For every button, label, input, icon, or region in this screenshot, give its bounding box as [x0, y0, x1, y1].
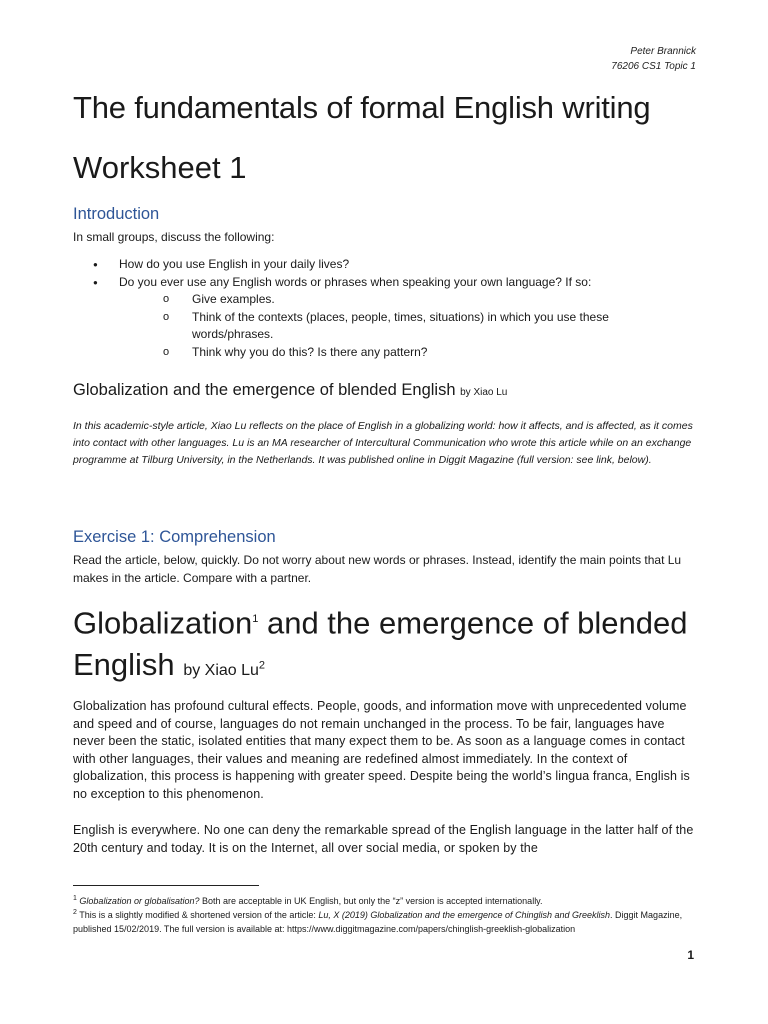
article-intro-byline: by Xiao Lu: [460, 387, 508, 398]
discussion-list: [73, 256, 693, 361]
sub-list: [119, 291, 693, 361]
introduction-heading: Introduction: [73, 205, 160, 223]
introduction-lead: In small groups, discuss the following:: [73, 230, 275, 244]
page-header: [611, 44, 696, 74]
document-subtitle: Worksheet 1: [73, 150, 247, 185]
footnote-ref-1: 1: [252, 613, 259, 625]
article-paragraph: Globalization has profound cultural effects. People, goods, and information move with unprecedented volume and speed and of course, languages do not remain unchanged in the process. To be fair, languages have never been the static, isolated entities that many expect them to be. As soon as a language comes in contact with other languages, their values and meaning are redefined almost immediately. In the context of globalization, this process is happening with greater speed. Despite being the world’s lingua franca, English is no exception to this phenomenon.: [73, 699, 690, 801]
footnote-2: $^2$ This is a slightly modified & shortened version of the article: Lu, X (2019) Globalization and the emergence of Chinglish and Greeklish. Diggit Magazine, published 15/02/2019. The full version is available at: https://www.diggitmagazine.com/papers/chinglish-greeklish-globalization: [73, 909, 683, 934]
article-summary: In this academic-style article, Xiao Lu reflects on the place of English in a globalizing world: how it affects, and is affected, as it comes into contact with other languages. Lu is an MA researcher of Intercultural Communication who wrote this article while on an exchange programme at Tilburg University, in the Netherlands. It was published online in Diggit Magazine (full version: see link, below).: [73, 420, 693, 466]
article-title: Globalization$^1$ and the emergence of blended English by Xiao Lu$^2$: [73, 605, 688, 683]
list-item: ● Do you ever use any English words or phrases when speaking your own language? If so: o Give examples. o Think of the contexts (places, people, times, situations) in which you use these words/phrases. o Think why you do this? Is there any pattern?: [73, 274, 693, 362]
document-title: The fundamentals of formal English writing: [73, 90, 651, 125]
header-course: 76206 CS1 Topic 1: [611, 61, 696, 72]
article-intro-heading: Globalization and the emergence of blended English by Xiao Lu: [73, 381, 508, 399]
header-author: Peter Brannick: [630, 46, 696, 57]
article-byline: by Xiao Lu$^2$: [183, 660, 266, 680]
sub-list-item: o Give examples.: [143, 291, 693, 309]
article-paragraph: English is everywhere. No one can deny the remarkable spread of the English language in the latter half of the 20th century and today. It is on the Internet, all over social media, or spoken by the: [73, 823, 694, 855]
sub-list-item: o Think of the contexts (places, people, times, situations) in which you use these words/phrases.: [143, 309, 693, 344]
list-item: ● How do you use English in your daily lives?: [73, 256, 693, 274]
page-number: 1: [687, 948, 694, 962]
footnote-separator: [73, 885, 259, 886]
footnote-1: $^1$ Globalization or globalisation? Both are acceptable in UK English, but only the “z” version is accepted internationally.: [73, 895, 543, 906]
exercise-instructions: Read the article, below, quickly. Do not worry about new words or phrases. Instead, identify the main points that Lu makes in the article. Compare with a partner.: [73, 553, 682, 585]
exercise-heading: Exercise 1: Comprehension: [73, 528, 276, 546]
sub-list-item: o Think why you do this? Is there any pattern?: [143, 344, 693, 362]
footnote-ref-2: 2: [258, 660, 266, 672]
